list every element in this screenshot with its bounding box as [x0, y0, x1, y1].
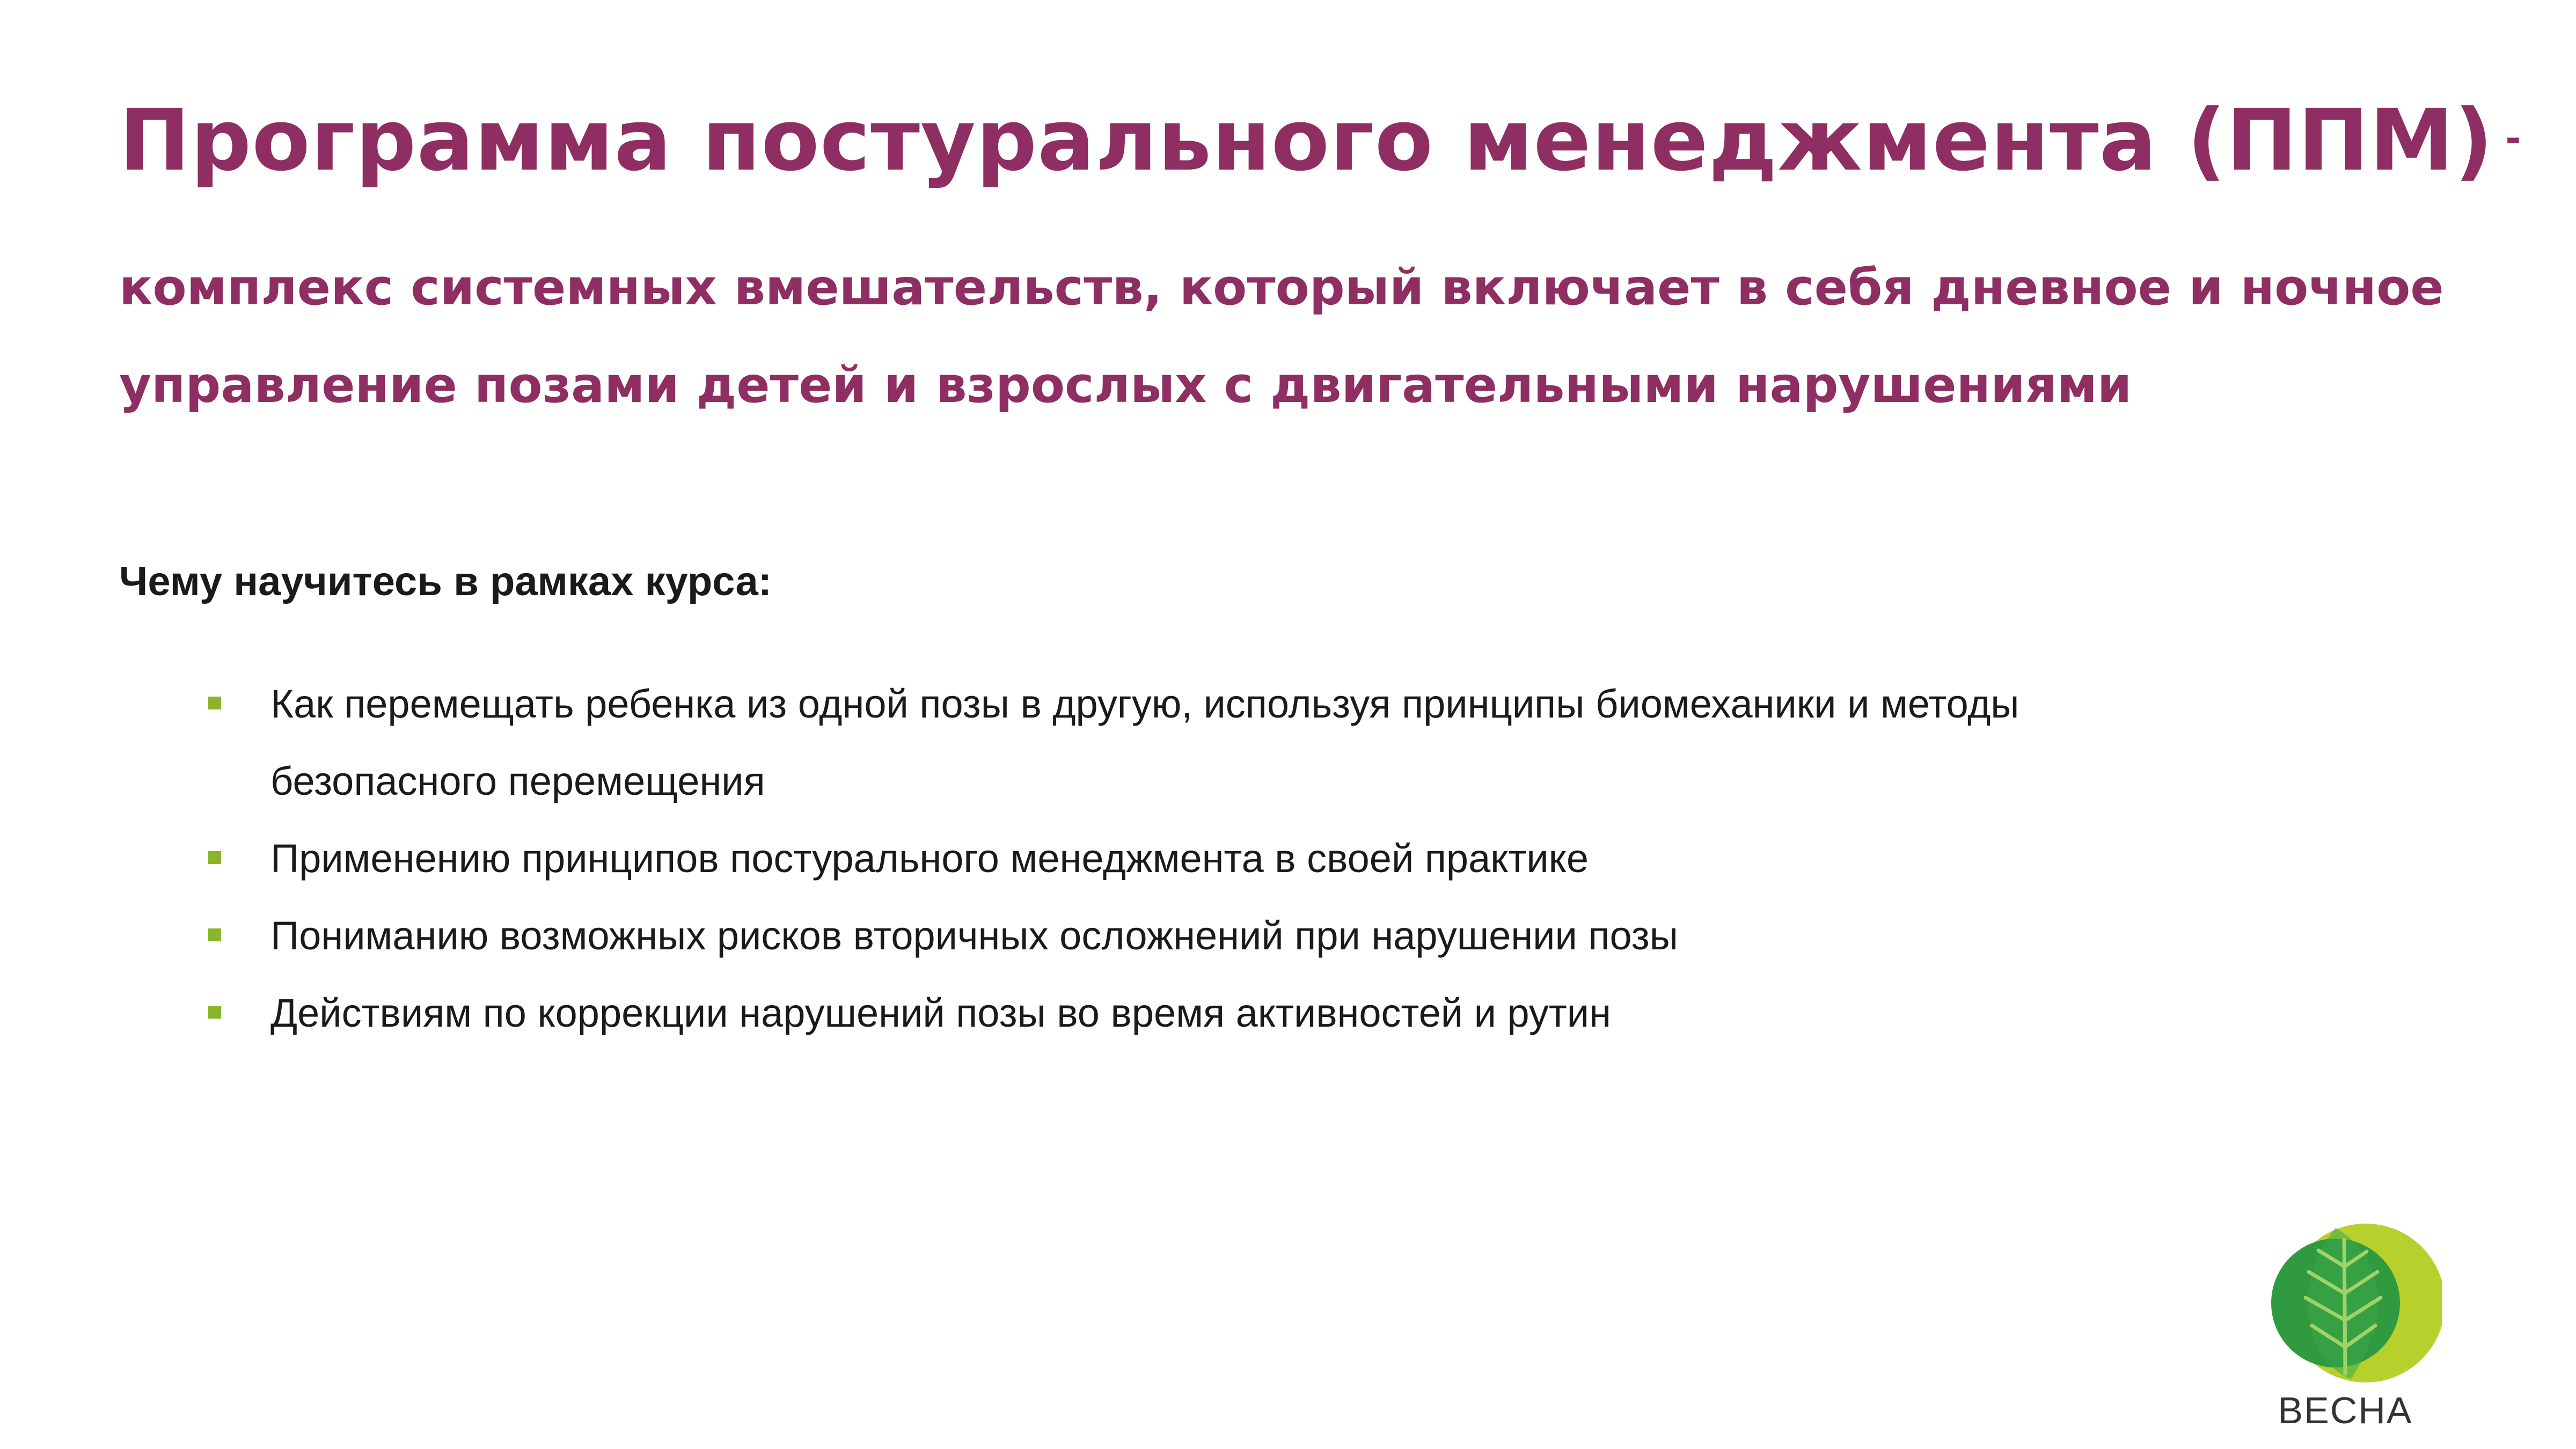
- list-item-line: Пониманию возможных рисков вторичных осложнений при нарушении позы: [270, 913, 1678, 958]
- list-item-line: Как перемещать ребенка из одной позы в другую, используя принципы биомеханики и методы: [270, 682, 2019, 726]
- subtitle-line: управление позами детей и взрослых с двигательными нарушениями: [119, 356, 2132, 414]
- list-item: [0, 665, 2415, 820]
- logo-text: ВЕСНА: [2278, 1389, 2413, 1431]
- definition-subtitle: [119, 239, 2444, 434]
- leaf-icon: [2270, 1218, 2442, 1390]
- section-heading: Чему научитесь в рамках курса:: [119, 559, 772, 604]
- list-item: [0, 820, 2415, 897]
- list-item-line: Применению принципов постурального менеджмента в своей практике: [270, 836, 1589, 881]
- list-item-line: Действиям по коррекции нарушений позы во время активностей и рутин: [270, 991, 1611, 1035]
- list-item-text: [270, 897, 2415, 975]
- list-item: [0, 897, 2415, 975]
- bullet-marker-icon: [208, 928, 221, 941]
- list-item-text: [270, 975, 2415, 1052]
- vesna-logo: [2270, 1218, 2442, 1444]
- slide-title: [119, 91, 2521, 190]
- bullet-marker-icon: [208, 851, 221, 864]
- list-item-text: [270, 665, 2415, 820]
- list-item-text: [270, 820, 2415, 897]
- subtitle-line: комплекс системных вмешательств, который включает в себя дневное и ночное: [119, 259, 2444, 316]
- bullet-marker-icon: [208, 697, 221, 709]
- outcomes-list: [0, 665, 2415, 1052]
- list-item-line: безопасного перемещения: [270, 759, 765, 803]
- list-item: [0, 975, 2415, 1052]
- title-text: Программа постурального менеджмента (ППМ): [119, 91, 2494, 190]
- title-dash: -: [2505, 116, 2521, 160]
- bullet-marker-icon: [208, 1006, 221, 1019]
